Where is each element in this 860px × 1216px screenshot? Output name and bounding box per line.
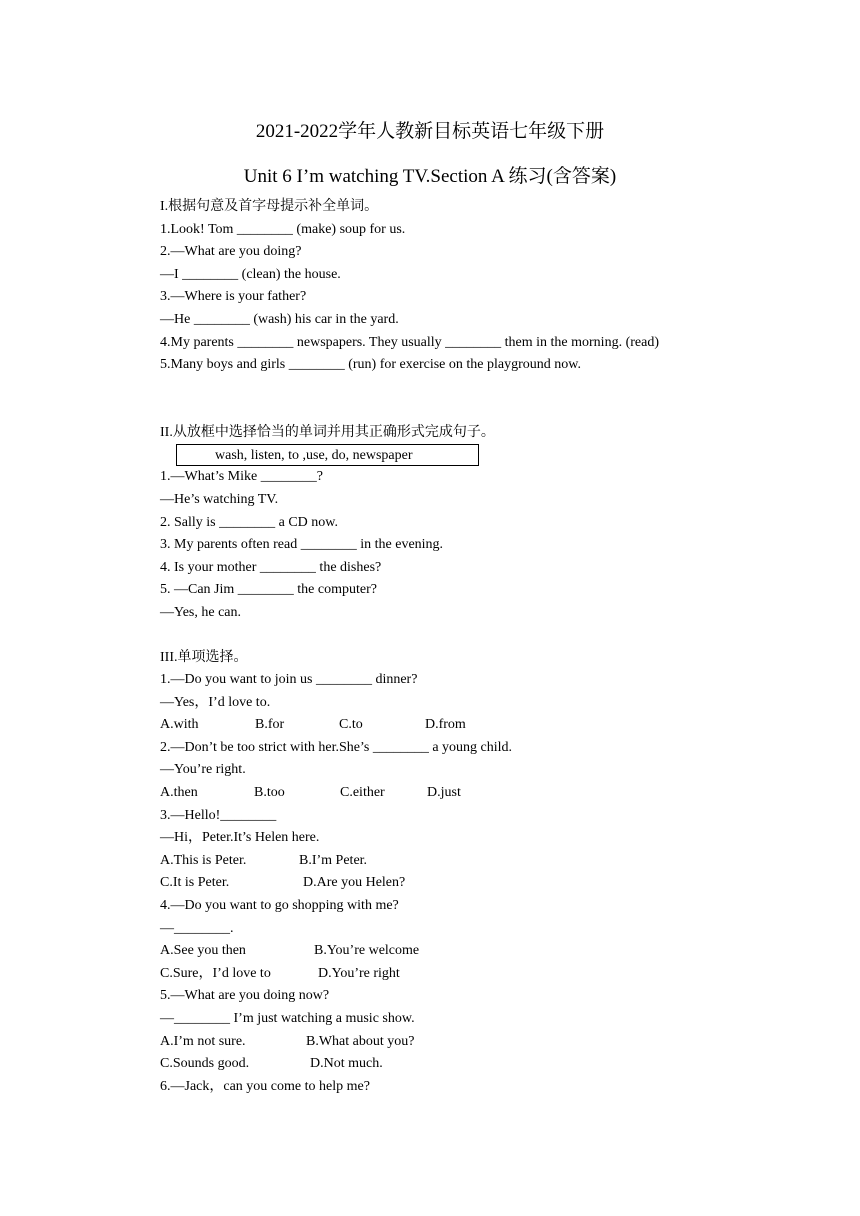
option-a: A.This is Peter. [160, 852, 247, 868]
part2-line: —Yes, he can. [160, 604, 242, 620]
question-stem: 3.—Hello!________ [160, 807, 277, 823]
option-c: C.either [340, 785, 385, 801]
option-b: B.What about you? [306, 1033, 415, 1049]
question-stem: —Yes，I’d love to. [160, 694, 271, 710]
option-b: B.too [254, 785, 285, 801]
option-a: A.with [160, 717, 199, 733]
word-box: wash, listen, to ,use, do, newspaper [176, 444, 479, 466]
option-d: D.Not much. [310, 1056, 383, 1072]
option-b: B.I’m Peter. [299, 852, 368, 868]
part1-line: —I ________ (clean) the house. [160, 266, 341, 282]
part1-line: 5.Many boys and girls ________ (run) for exercise on the playground now. [160, 357, 581, 373]
part2-line: 2. Sally is ________ a CD now. [160, 514, 338, 530]
option-row [160, 782, 780, 805]
option-b: B.for [255, 717, 285, 733]
option-c: C.to [339, 717, 363, 733]
document-title: 2021-2022学年人教新目标英语七年级下册 [255, 121, 605, 142]
part2-line: 1.—What’s Mike ________? [160, 469, 323, 485]
part1-heading: I.根据句意及首字母提示补全单词。 [160, 199, 379, 214]
part1-line: 3.—Where is your father? [160, 289, 307, 305]
option-d: D.You’re right [318, 965, 400, 981]
option-row [160, 872, 780, 895]
part2-line: 3. My parents often read ________ in the evening. [160, 537, 444, 553]
option-row [160, 714, 780, 737]
part2-line: —He’s watching TV. [160, 491, 279, 507]
question-stem: —You’re right. [160, 762, 246, 778]
option-a: A.then [160, 785, 198, 801]
option-row [160, 850, 780, 873]
question-stem: 2.—Don’t be too strict with her.She’s ________ a young child. [160, 739, 513, 755]
option-row [160, 963, 780, 986]
part1-line: 1.Look! Tom ________ (make) soup for us. [160, 221, 406, 237]
option-a: A.I’m not sure. [160, 1033, 246, 1049]
question-stem: 1.—Do you want to join us ________ dinner? [160, 672, 418, 688]
option-row [160, 940, 780, 963]
question-stem: 5.—What are you doing now? [160, 988, 330, 1004]
question-stem: 6.—Jack，can you come to help me? [160, 1078, 370, 1094]
option-row [160, 1053, 780, 1076]
part2-line: 5. —Can Jim ________ the computer? [160, 582, 377, 598]
part2-heading: II.从放框中选择恰当的单词并用其正确形式完成句子。 [160, 424, 495, 440]
option-d: D.Are you Helen? [303, 875, 406, 891]
option-b: B.You’re welcome [314, 943, 420, 959]
option-row [160, 1031, 780, 1054]
option-c: C.It is Peter. [160, 875, 230, 891]
document-subtitle: Unit 6 I’m watching TV.Section A 练习(含答案) [243, 166, 617, 187]
part1-line: 4.My parents ________ newspapers. They usually ________ them in the morning. (read) [160, 334, 659, 350]
part3-heading: III.单项选择。 [160, 649, 248, 665]
question-stem: —________ I’m just watching a music show. [160, 1011, 415, 1026]
worksheet-body [160, 196, 780, 1098]
option-c: C.Sounds good. [160, 1056, 250, 1072]
question-stem: —________. [160, 920, 234, 936]
question-stem: 4.—Do you want to go shopping with me? [160, 898, 399, 914]
part1-line: —He ________ (wash) his car in the yard. [160, 311, 399, 327]
question-stem: —Hi，Peter.It’s Helen here. [160, 830, 320, 846]
part1-line: 2.—What are you doing? [160, 244, 302, 260]
option-d: D.just [427, 785, 461, 801]
part2-line: 4. Is your mother ________ the dishes? [160, 559, 382, 575]
option-a: A.See you then [160, 943, 246, 959]
option-d: D.from [425, 717, 466, 733]
option-c: C.Sure，I’d love to [160, 965, 271, 981]
